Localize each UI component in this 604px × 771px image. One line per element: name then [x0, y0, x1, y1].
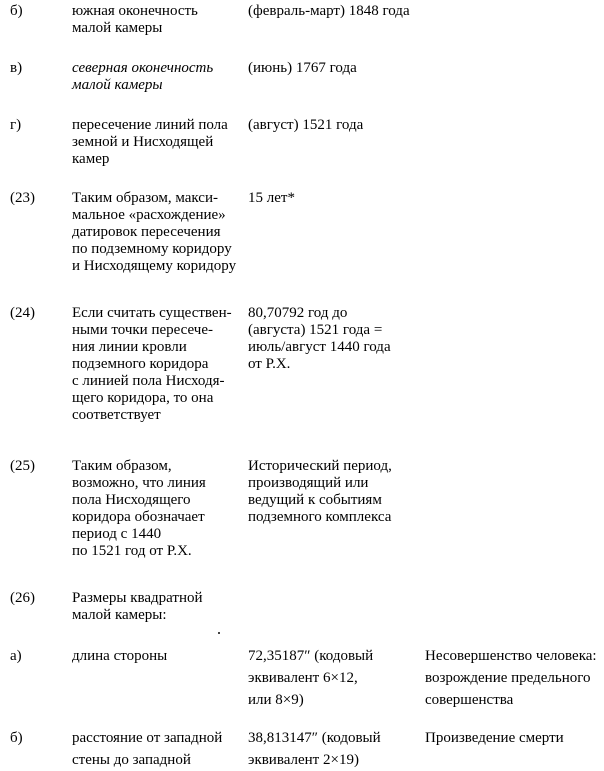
item-description [72, 458, 257, 560]
item-description-line: Таким образом, [72, 458, 172, 474]
item-value [248, 190, 423, 207]
item-description [72, 590, 257, 624]
item-description-line: ными точки пересече- [72, 322, 213, 338]
item-number-line: б) [10, 730, 23, 746]
item-meaning-line: совершенства [425, 692, 514, 708]
item-number-line: г) [10, 117, 22, 133]
item-number-line: б) [10, 3, 23, 19]
item-description-line: мальное «расхождение» [72, 207, 226, 223]
item-meaning [425, 645, 604, 711]
item-value-line: подземного комплекса [248, 509, 392, 525]
item-description-line: период с 1440 [72, 526, 162, 542]
item-value-line: (февраль-март) 1848 года [248, 3, 410, 19]
item-description [72, 645, 257, 667]
item-value-line: от Р.Х. [248, 356, 291, 372]
item-value [248, 305, 423, 373]
item-number [10, 117, 21, 134]
item-description-line: малой камеры: [72, 607, 167, 623]
item-value-line: или 8×9) [248, 692, 304, 708]
item-number-line: (26) [10, 590, 35, 606]
item-description-line: возможно, что линия [72, 475, 206, 491]
item-description-line: датировок пересечения [72, 224, 221, 240]
item-description-line: и Нисходящему коридору [72, 258, 237, 274]
item-value-line: 72,35187″ (кодовый [248, 648, 374, 664]
item-description-line: северная оконечность [72, 60, 214, 76]
item-number [10, 458, 35, 475]
item-description-line: Размеры квадратной [72, 590, 203, 606]
item-value-line: 38,813147″ (кодовый [248, 730, 381, 746]
item-value-line: (июнь) 1767 года [248, 60, 357, 76]
item-description-line: соответствует [72, 407, 161, 423]
item-number-line: а) [10, 648, 22, 664]
item-description-line: коридора обозначает [72, 509, 205, 525]
item-value-line: (август) 1521 года [248, 117, 364, 133]
item-description-line: пола Нисходящего [72, 492, 191, 508]
item-number-line: в) [10, 60, 23, 76]
item-value-line: июль/август 1440 года [248, 339, 391, 355]
item-number-line: (23) [10, 190, 35, 206]
item-value [248, 727, 423, 771]
item-description-line: расстояние от западной [72, 730, 223, 746]
item-description-line: щего коридора, то она [72, 390, 214, 406]
item-description [72, 60, 257, 94]
item-value-line: (августа) 1521 года = [248, 322, 383, 338]
item-value-line: 80,70792 год до [248, 305, 348, 321]
scan-speck [218, 632, 220, 634]
item-description-line: Таким образом, макси- [72, 190, 218, 206]
item-number [10, 3, 23, 20]
item-number [10, 727, 23, 749]
item-description-line: южная оконечность [72, 3, 198, 19]
item-description [72, 3, 257, 37]
item-number [10, 645, 22, 667]
item-number [10, 590, 35, 607]
item-description [72, 117, 257, 168]
item-description-line: ния линии кровли [72, 339, 187, 355]
item-description-line: камер [72, 151, 110, 167]
item-value [248, 3, 423, 20]
item-value [248, 117, 423, 134]
item-description-line: Если считать существен- [72, 305, 232, 321]
item-value [248, 645, 423, 711]
item-description-line: длина стороны [72, 648, 168, 664]
item-value-line: ведущий к событиям [248, 492, 382, 508]
item-value [248, 60, 423, 77]
item-number-line: (24) [10, 305, 35, 321]
item-description-line: малой камеры [72, 20, 163, 36]
item-description [72, 190, 257, 275]
item-number [10, 60, 22, 77]
item-description-line: малой камеры [72, 77, 163, 93]
item-meaning-line: Произведение смерти [425, 730, 564, 746]
item-description-line: с линией пола Нисходя- [72, 373, 225, 389]
item-value-line: производящий или [248, 475, 369, 491]
item-description-line: земной и Нисходящей [72, 134, 214, 150]
item-value-line: эквивалент 6×12, [248, 670, 358, 686]
item-description [72, 305, 257, 424]
item-value-line: 15 лет* [248, 190, 295, 206]
item-value-line: Исторический период, [248, 458, 392, 474]
item-value [248, 458, 423, 526]
item-number [10, 190, 35, 207]
item-description-line: пересечение линий пола [72, 117, 228, 133]
item-meaning [425, 727, 604, 749]
item-value-line: эквивалент 2×19) [248, 752, 359, 768]
item-description-line: по подземному коридору [72, 241, 232, 257]
item-description-line: стены до западной [72, 752, 191, 768]
item-description [72, 727, 257, 771]
item-description-line: подземного коридора [72, 356, 209, 372]
item-number [10, 305, 35, 322]
item-meaning-line: возрождение предельного [425, 670, 591, 686]
item-meaning-line: Несовершенство человека: [425, 648, 597, 664]
item-number-line: (25) [10, 458, 35, 474]
item-description-line: по 1521 год от Р.Х. [72, 543, 192, 559]
